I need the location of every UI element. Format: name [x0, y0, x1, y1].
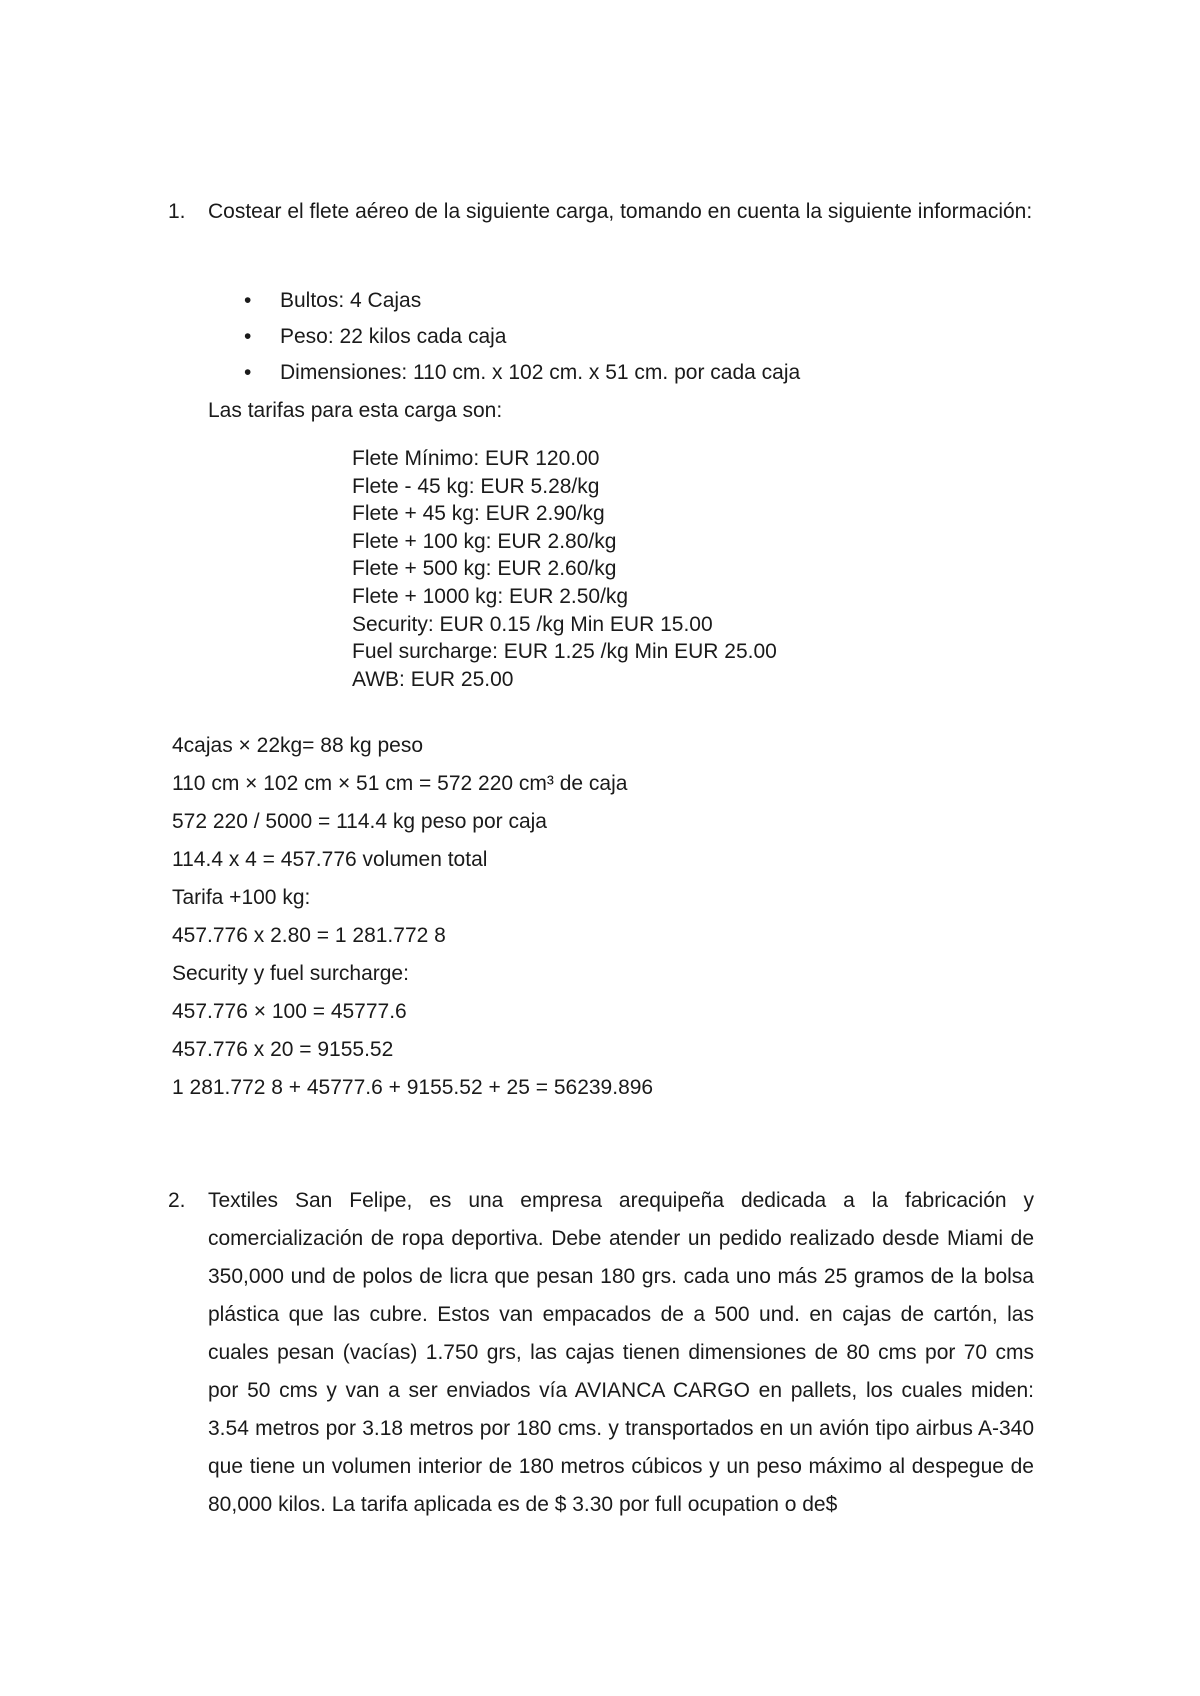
question-1-text: Costear el flete aéreo de la siguiente carga, tomando en cuenta la siguiente información: — [208, 200, 1033, 223]
rates-intro: Las tarifas para esta carga son: — [208, 399, 503, 422]
list-item: • Dimensiones: 110 cm. x 102 cm. x 51 cm. por cada caja — [244, 355, 800, 391]
rate-line: Security: EUR 0.15 /kg Min EUR 15.00 — [352, 612, 713, 636]
list-item: • Peso: 22 kilos cada caja — [244, 319, 800, 355]
calculation-line: 457.776 x 2.80 = 1 281.772 8 — [172, 924, 446, 947]
bullet-icon: • — [244, 289, 252, 312]
rates-list — [352, 445, 777, 693]
calculation-line: 4cajas × 22kg= 88 kg peso — [172, 734, 424, 757]
calculation-line: 114.4 x 4 = 457.776 volumen total — [172, 848, 488, 871]
rate-line: AWB: EUR 25.00 — [352, 667, 514, 691]
rate-line: Flete + 45 kg: EUR 2.90/kg — [352, 502, 605, 526]
calculation-line: 457.776 x 20 = 9155.52 — [172, 1038, 394, 1061]
question-2 — [168, 1182, 1034, 1524]
rate-line: Flete - 45 kg: EUR 5.28/kg — [352, 474, 600, 498]
calculation-line: Tarifa +100 kg: — [172, 886, 311, 909]
question-1 — [168, 193, 1034, 231]
calculation-list — [172, 727, 653, 1107]
calculation-line: 572 220 / 5000 = 114.4 kg peso por caja — [172, 810, 547, 833]
cargo-details-list — [244, 283, 800, 391]
bullet-icon: • — [244, 361, 252, 384]
rate-line: Flete + 100 kg: EUR 2.80/kg — [352, 529, 617, 553]
question-2-number: 2. — [168, 1189, 186, 1212]
calculation-line: 1 281.772 8 + 45777.6 + 9155.52 + 25 = 56239.896 — [172, 1076, 654, 1099]
question-1-number: 1. — [168, 200, 186, 223]
rate-line: Flete + 1000 kg: EUR 2.50/kg — [352, 584, 629, 608]
rate-line: Flete Mínimo: EUR 120.00 — [352, 447, 600, 470]
calculation-line: 457.776 × 100 = 45777.6 — [172, 1000, 407, 1023]
calculation-line: Security y fuel surcharge: — [172, 962, 409, 985]
calculation-line: 110 cm × 102 cm × 51 cm = 572 220 cm³ de caja — [172, 772, 628, 795]
bullet-icon: • — [244, 325, 252, 348]
question-2-text: Textiles San Felipe, es una empresa arequipeña dedicada a la fabricación y comercialización de ropa deportiva. Debe atender un pedido realizado desde Miami de 350,000 und de polos de licra que pesan 180 grs. cada uno más 25 gramos de la bolsa plástica que las cubre. Estos van empacados de a 500 und. en cajas de cartón, las cuales pesan (vacías) 1.750 grs, las cajas tienen dimensiones de 80 cms por 70 cms por 50 cms y van a ser enviados vía AVIANCA CARGO en pallets, los cuales miden: 3.54 metros por 3.18 metros por 180 cms. y transportados en un avión tipo airbus A-340 que tiene un volumen interior de 180 metros cúbicos y un peso máximo al despegue de 80,000 kilos. La tarifa aplicada es de $ 3.30 por full ocupation o de$ — [208, 1189, 1034, 1516]
rate-line: Flete + 500 kg: EUR 2.60/kg — [352, 557, 617, 581]
rate-line: Fuel surcharge: EUR 1.25 /kg Min EUR 25.00 — [352, 640, 777, 664]
list-item: • Bultos: 4 Cajas — [244, 283, 800, 319]
